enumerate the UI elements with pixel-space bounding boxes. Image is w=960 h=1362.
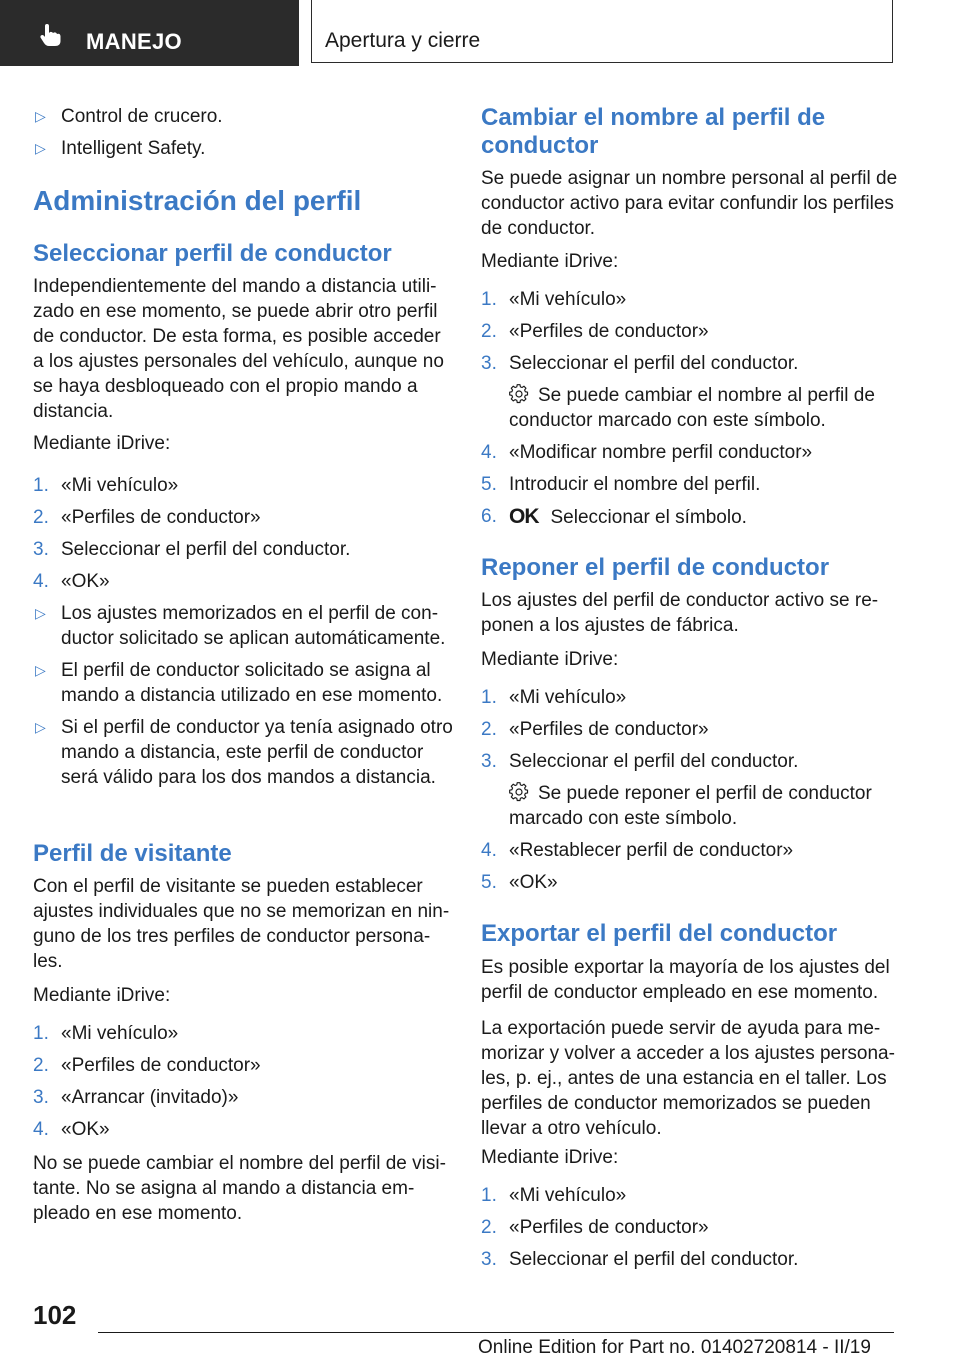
triangle-bullet-icon: ▷ [35,605,46,621]
paragraph-export-1: Es posible exportar la mayoría de los ajustes del perfil de conductor empleado en ese momento. [481,957,890,1003]
idrive-label: Mediante iDrive: [33,433,171,454]
list-item: ▷ Los ajustes memorizados en el perfil de conductor solicitado se aplican automáticamente. [35,603,446,649]
triangle-bullet-icon: ▷ [35,140,46,156]
list-item: 2. «Perfiles de conductor» [481,719,709,740]
step-note: Se puede reponer el perfil de conductor marcado con este símbolo. [509,783,872,829]
heading-select-profile: Seleccionar perfil de conductor [33,240,392,267]
list-item: 1. «Mi vehículo» [33,475,179,496]
paragraph-rename-profile: Se puede asignar un nombre personal al perfil de conductor activo para evitar confundir los perfiles de conductor. [481,168,898,239]
page-header [0,0,960,66]
triangle-bullet-icon: ▷ [35,108,46,124]
list-item: 5. «OK» [481,872,558,893]
list-item: 5. Introducir el nombre del perfil. [481,474,761,495]
heading-reset-profile: Reponer el perfil de conductor [481,554,830,581]
section-tab [0,0,299,66]
list-item: 1. «Mi vehículo» [481,289,627,310]
chapter-label: Apertura y cierre [325,29,481,52]
bullet-list-results [33,601,453,790]
steps-list-reset [481,685,901,895]
ok-symbol-icon: OK [509,505,539,528]
edition-footer: Online Edition for Part no. 01402720814 - II/19 [478,1337,871,1358]
steps-list-select [33,473,453,594]
heading-admin: Administración del perfil [33,185,362,216]
paragraph-guest-profile: Con el perfil de visitante se pueden establecer ajustes individuales que no se memorizan en ninguno de los tres perfiles de conductor personales. [33,876,450,972]
gear-icon [509,384,529,404]
step-note: Se puede cambiar el nombre al perfil de conductor marcado con este símbolo. [509,385,875,431]
list-item: 4. «OK» [33,571,110,592]
steps-list-export [481,1183,901,1272]
list-item: 2. «Perfiles de conductor» [33,507,261,528]
list-item: 3. «Arrancar (invitado)» [33,1087,239,1108]
section-label: MANEJO [86,29,182,54]
triangle-bullet-icon: ▷ [35,662,46,678]
paragraph-reset-profile: Los ajustes del perfil de conductor activo se reponen a los ajustes de fábrica. [481,590,879,636]
paragraph-export-2: La exportación puede servir de ayuda para memorizar y volver a acceder a los ajustes personales, p. ej., antes de una estancia en el taller. Los perfiles de conductor memorizados se pueden llevar a otro vehículo. [481,1018,895,1139]
bullet-list-top [33,104,453,161]
gear-icon [509,782,529,802]
list-item: 1. «Mi vehículo» [481,1185,627,1206]
idrive-label: Mediante iDrive: [481,251,619,272]
steps-list-guest [33,1021,453,1142]
heading-guest-profile: Perfil de visitante [33,840,232,867]
list-item: 3. Seleccionar el perfil del conductor. [481,1249,799,1270]
list-item: 2. «Perfiles de conductor» [481,1217,709,1238]
idrive-label: Mediante iDrive: [33,985,171,1006]
list-item: 1. «Mi vehículo» [481,687,627,708]
list-item: ▷ El perfil de conductor solicitado se asigna al mando a distancia utilizado en ese momento. [35,660,443,706]
idrive-label: Mediante iDrive: [481,649,619,670]
heading-export-profile: Exportar el perfil del conductor [481,920,838,947]
list-item: ▷ Control de crucero. [35,106,223,127]
list-item: 4. «Restablecer perfil de conductor» [481,840,794,861]
list-item: 4. «OK» [33,1119,110,1140]
list-item: 3. Seleccionar el perfil del conductor. [481,353,799,374]
list-item: 3. Seleccionar el perfil del conductor. [33,539,351,560]
idrive-label: Mediante iDrive: [481,1147,619,1168]
list-item: 4. «Modificar nombre perfil conductor» [481,442,813,463]
paragraph-select-profile: Independientemente del mando a distancia utilizado en ese momento, se puede abrir otro perfil de conductor. De esta forma, es posible acceder a los ajustes personales del vehículo, aunque no se haya desbloqueado con el propio mando a distancia. [33,276,444,422]
heading-rename-profile: Cambiar el nombre al perfil de conductor [481,104,826,159]
list-item: ▷ Intelligent Safety. [35,138,206,159]
page-number: 102 [33,1300,77,1330]
chapter-tab [311,0,893,63]
footer-divider [98,1332,894,1333]
triangle-bullet-icon: ▷ [35,719,46,735]
list-item: ▷ Si el perfil de conductor ya tenía asignado otro mando a distancia, este perfil de conductor será válido para los dos mandos a distancia. [35,717,453,788]
list-item: 2. «Perfiles de conductor» [481,321,709,342]
hand-pointer-icon [38,22,64,48]
list-item: 6. OK Seleccionar el símbolo. [481,505,747,528]
list-item: 3. Seleccionar el perfil del conductor. [481,751,799,772]
list-item: 1. «Mi vehículo» [33,1023,179,1044]
list-item: 2. «Perfiles de conductor» [33,1055,261,1076]
steps-list-rename [481,287,901,530]
paragraph-guest-note: No se puede cambiar el nombre del perfil de visitante. No se asigna al mando a distancia empleado en ese momento. [33,1153,446,1224]
